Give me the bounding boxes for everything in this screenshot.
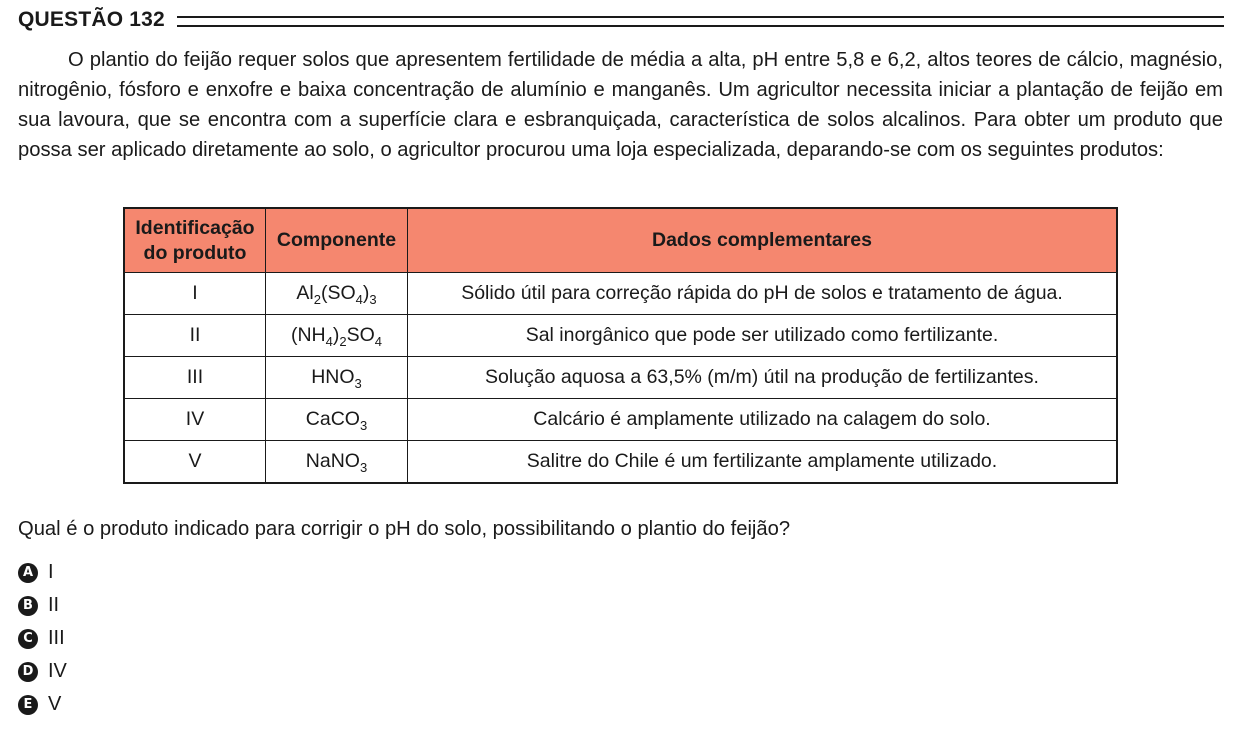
table-row — [124, 315, 1117, 357]
product-formula — [266, 441, 408, 484]
formula-part: ) — [362, 282, 370, 304]
formula-subscript: 3 — [359, 460, 368, 475]
formula-subscript: 4 — [374, 334, 383, 349]
formula-part: CaCO — [305, 408, 360, 430]
option-letter-badge: C — [18, 629, 38, 649]
option-text: II — [48, 594, 60, 616]
product-id: V — [124, 441, 266, 484]
question-prompt: Qual é o produto indicado para corrigir o pH do solo, possibilitando o plantio do feijão? — [18, 518, 791, 540]
formula-part: ) — [332, 324, 340, 346]
product-id: I — [124, 273, 266, 315]
product-id: III — [124, 357, 266, 399]
header-identification: Identificação do produto — [124, 208, 266, 273]
option-a[interactable] — [18, 556, 67, 589]
formula-part: HNO — [311, 366, 355, 388]
table-row — [124, 399, 1117, 441]
formula-subscript: 3 — [354, 376, 362, 391]
option-letter-badge: E — [18, 695, 38, 715]
answer-options — [18, 556, 67, 721]
formula-subscript: 3 — [359, 418, 368, 433]
product-data: Salitre do Chile é um fertilizante amplamente utilizado. — [408, 441, 1118, 484]
product-data: Calcário é amplamente utilizado na calagem do solo. — [408, 399, 1118, 441]
table-row — [124, 441, 1117, 484]
header-complementary-data: Dados complementares — [408, 208, 1118, 273]
formula-part: (SO — [320, 282, 356, 304]
header-component: Componente — [266, 208, 408, 273]
formula-subscript: 4 — [325, 334, 333, 349]
question-header — [18, 6, 1224, 34]
question-paragraph: O plantio do feijão requer solos que apresentem fertilidade de média a alta, pH entre 5,8 e 6,2, altos teores de cálcio, magnésio, nitrogênio, fósforo e enxofre e baixa concentração de alumínio e manganês. Um agricultor necessita iniciar a plantação de feijão em sua lavoura, que se encontra com a superfície clara e esbranquiçada, característica de solos alcalinos. Para obter um produto que possa ser aplicado diretamente ao solo, o agricultor procurou uma loja especializada, deparando-se com os seguintes produtos: — [18, 49, 1223, 161]
formula-subscript: 4 — [355, 292, 363, 307]
product-data: Solução aquosa a 63,5% (m/m) útil na produção de fertilizantes. — [408, 357, 1118, 399]
option-e[interactable] — [18, 688, 67, 721]
formula-part: (NH — [290, 324, 326, 346]
option-text: I — [48, 561, 54, 583]
product-data: Sal inorgânico que pode ser utilizado como fertilizante. — [408, 315, 1118, 357]
option-text: IV — [48, 660, 67, 682]
product-id: II — [124, 315, 266, 357]
option-b[interactable] — [18, 589, 67, 622]
product-formula — [266, 399, 408, 441]
option-text: V — [48, 693, 62, 715]
formula-part: Al — [296, 282, 314, 304]
products-table — [123, 207, 1118, 484]
product-formula — [266, 357, 408, 399]
option-text: III — [48, 627, 65, 649]
table-header-row — [124, 208, 1117, 273]
product-formula — [266, 315, 408, 357]
product-formula — [266, 273, 408, 315]
formula-subscript: 2 — [313, 292, 321, 307]
table-row — [124, 273, 1117, 315]
formula-part: NaNO — [305, 450, 360, 472]
formula-subscript: 3 — [369, 292, 377, 307]
option-c[interactable] — [18, 622, 67, 655]
option-d[interactable] — [18, 655, 67, 688]
option-letter-badge: B — [18, 596, 38, 616]
question-title: QUESTÃO 132 — [18, 8, 165, 31]
product-data: Sólido útil para correção rápida do pH de solos e tratamento de água. — [408, 273, 1118, 315]
table-row — [124, 357, 1117, 399]
product-id: IV — [124, 399, 266, 441]
formula-part: SO — [346, 324, 375, 346]
option-letter-badge: D — [18, 662, 38, 682]
formula-subscript: 2 — [339, 334, 347, 349]
option-letter-badge: A — [18, 563, 38, 583]
header-rule — [177, 16, 1224, 27]
